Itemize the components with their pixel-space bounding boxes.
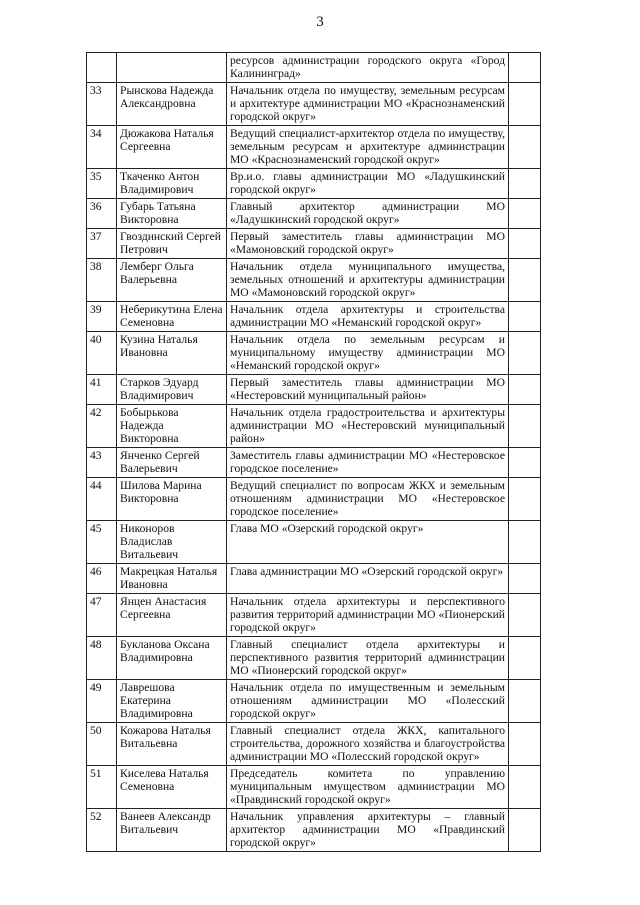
row-number-cell: 34 [87,126,117,169]
row-number-cell: 40 [87,332,117,375]
row-name-cell [117,53,227,83]
row-position-cell: Первый заместитель главы администрации МО «Нестеровский муниципальный район» [227,375,509,405]
row-position-cell: Главный специалист отдела архитектуры и перспективного развития территорий администрации МО «Пионерский городской округ» [227,637,509,680]
participants-table [86,52,541,852]
table-row [87,723,541,766]
table-row [87,766,541,809]
row-position-cell: Ведущий специалист по вопросам ЖКХ и земельным отношениям администрации МО «Нестеровское городское поселение» [227,478,509,521]
row-name-cell: Киселева Наталья Семеновна [117,766,227,809]
row-number-cell: 35 [87,169,117,199]
row-name-cell: Лаврешова Екатерина Владимировна [117,680,227,723]
table-row [87,375,541,405]
row-position-cell: Начальник управления архитектуры – главный архитектор администрации МО «Правдинский городской округ» [227,809,509,852]
row-position-cell: Начальник отдела по имущественным и земельным отношениям администрации МО «Полесский городской округ» [227,680,509,723]
table-row [87,126,541,169]
table-row [87,809,541,852]
table-row [87,637,541,680]
row-extra-cell [509,637,541,680]
row-extra-cell [509,680,541,723]
row-extra-cell [509,169,541,199]
row-name-cell: Никоноров Владислав Витальевич [117,521,227,564]
row-extra-cell [509,83,541,126]
row-extra-cell [509,448,541,478]
row-name-cell: Ванеев Александр Витальевич [117,809,227,852]
row-number-cell: 48 [87,637,117,680]
row-extra-cell [509,594,541,637]
row-name-cell: Макрецкая Наталья Ивановна [117,564,227,594]
row-number-cell: 44 [87,478,117,521]
row-name-cell: Кузина Наталья Ивановна [117,332,227,375]
row-position-cell: Первый заместитель главы администрации МО «Мамоновский городской округ» [227,229,509,259]
row-extra-cell [509,564,541,594]
table-row [87,83,541,126]
row-number-cell: 33 [87,83,117,126]
row-position-cell: Глава МО «Озерский городской округ» [227,521,509,564]
row-extra-cell [509,199,541,229]
table-row [87,199,541,229]
row-name-cell: Старков Эдуард Владимирович [117,375,227,405]
row-name-cell: Бобырькова Надежда Викторовна [117,405,227,448]
row-name-cell: Гвоздинский Сергей Петрович [117,229,227,259]
row-position-cell: Заместитель главы администрации МО «Нестеровское городское поселение» [227,448,509,478]
row-extra-cell [509,332,541,375]
table-row [87,521,541,564]
table-row [87,564,541,594]
row-name-cell: Дюжакова Наталья Сергеевна [117,126,227,169]
row-number-cell: 38 [87,259,117,302]
row-position-cell: Вр.и.о. главы администрации МО «Ладушкинский городской округ» [227,169,509,199]
row-number-cell [87,53,117,83]
row-extra-cell [509,229,541,259]
row-name-cell: Ткаченко Антон Владимирович [117,169,227,199]
table-body [87,53,541,852]
row-extra-cell [509,478,541,521]
row-number-cell: 50 [87,723,117,766]
row-position-cell: Глава администрации МО «Озерский городской округ» [227,564,509,594]
table-row [87,302,541,332]
row-name-cell: Шилова Марина Викторовна [117,478,227,521]
row-extra-cell [509,53,541,83]
row-extra-cell [509,809,541,852]
row-name-cell: Лемберг Ольга Валерьевна [117,259,227,302]
row-extra-cell [509,259,541,302]
row-extra-cell [509,405,541,448]
row-position-cell: ресурсов администрации городского округа «Город Калининград» [227,53,509,83]
row-position-cell: Начальник отдела по имуществу, земельным ресурсам и архитектуре администрации МО «Краснознаменский городской округ» [227,83,509,126]
row-name-cell: Губарь Татьяна Викторовна [117,199,227,229]
table-row [87,405,541,448]
row-extra-cell [509,521,541,564]
row-number-cell: 37 [87,229,117,259]
table-row-continuation [87,53,541,83]
table-row [87,478,541,521]
row-number-cell: 36 [87,199,117,229]
row-number-cell: 47 [87,594,117,637]
row-position-cell: Главный специалист отдела ЖКХ, капитального строительства, дорожного хозяйства и благоустройства администрации МО «Полесский городской округ» [227,723,509,766]
table-row [87,169,541,199]
row-position-cell: Начальник отдела архитектуры и строительства администрации МО «Неманский городской округ» [227,302,509,332]
row-number-cell: 39 [87,302,117,332]
row-name-cell: Кожарова Наталья Витальевна [117,723,227,766]
row-position-cell: Начальник отдела муниципального имущества, земельных отношений и архитектуры администрации МО «Мамоновский городской округ» [227,259,509,302]
row-position-cell: Главный архитектор администрации МО «Ладушкинский городской округ» [227,199,509,229]
page-number: 3 [316,14,324,30]
row-extra-cell [509,375,541,405]
row-position-cell: Начальник отдела архитектуры и перспективного развития территорий администрации МО «Пионерский городской округ» [227,594,509,637]
row-name-cell: Янцен Анастасия Сергеевна [117,594,227,637]
row-name-cell: Янченко Сергей Валерьевич [117,448,227,478]
row-extra-cell [509,126,541,169]
row-position-cell: Ведущий специалист-архитектор отдела по имуществу, земельным ресурсам и архитектуре администрации МО «Краснознаменский городской округ» [227,126,509,169]
row-number-cell: 46 [87,564,117,594]
row-name-cell: Неберикутина Елена Семеновна [117,302,227,332]
row-number-cell: 43 [87,448,117,478]
row-number-cell: 52 [87,809,117,852]
table-row [87,229,541,259]
table-row [87,594,541,637]
table-row [87,680,541,723]
row-extra-cell [509,766,541,809]
row-extra-cell [509,723,541,766]
table-row [87,259,541,302]
row-position-cell: Начальник отдела градостроительства и архитектуры администрации МО «Нестеровский муниципальный район» [227,405,509,448]
row-position-cell: Председатель комитета по управлению муниципальным имуществом администрации МО «Правдинский городской округ» [227,766,509,809]
row-number-cell: 49 [87,680,117,723]
row-name-cell: Букланова Оксана Владимировна [117,637,227,680]
row-number-cell: 41 [87,375,117,405]
row-extra-cell [509,302,541,332]
row-name-cell: Рынскова Надежда Александровна [117,83,227,126]
row-number-cell: 51 [87,766,117,809]
table-row [87,448,541,478]
row-position-cell: Начальник отдела по земельным ресурсам и муниципальному имуществу администрации МО «Неманский городской округ» [227,332,509,375]
table-row [87,332,541,375]
row-number-cell: 45 [87,521,117,564]
row-number-cell: 42 [87,405,117,448]
